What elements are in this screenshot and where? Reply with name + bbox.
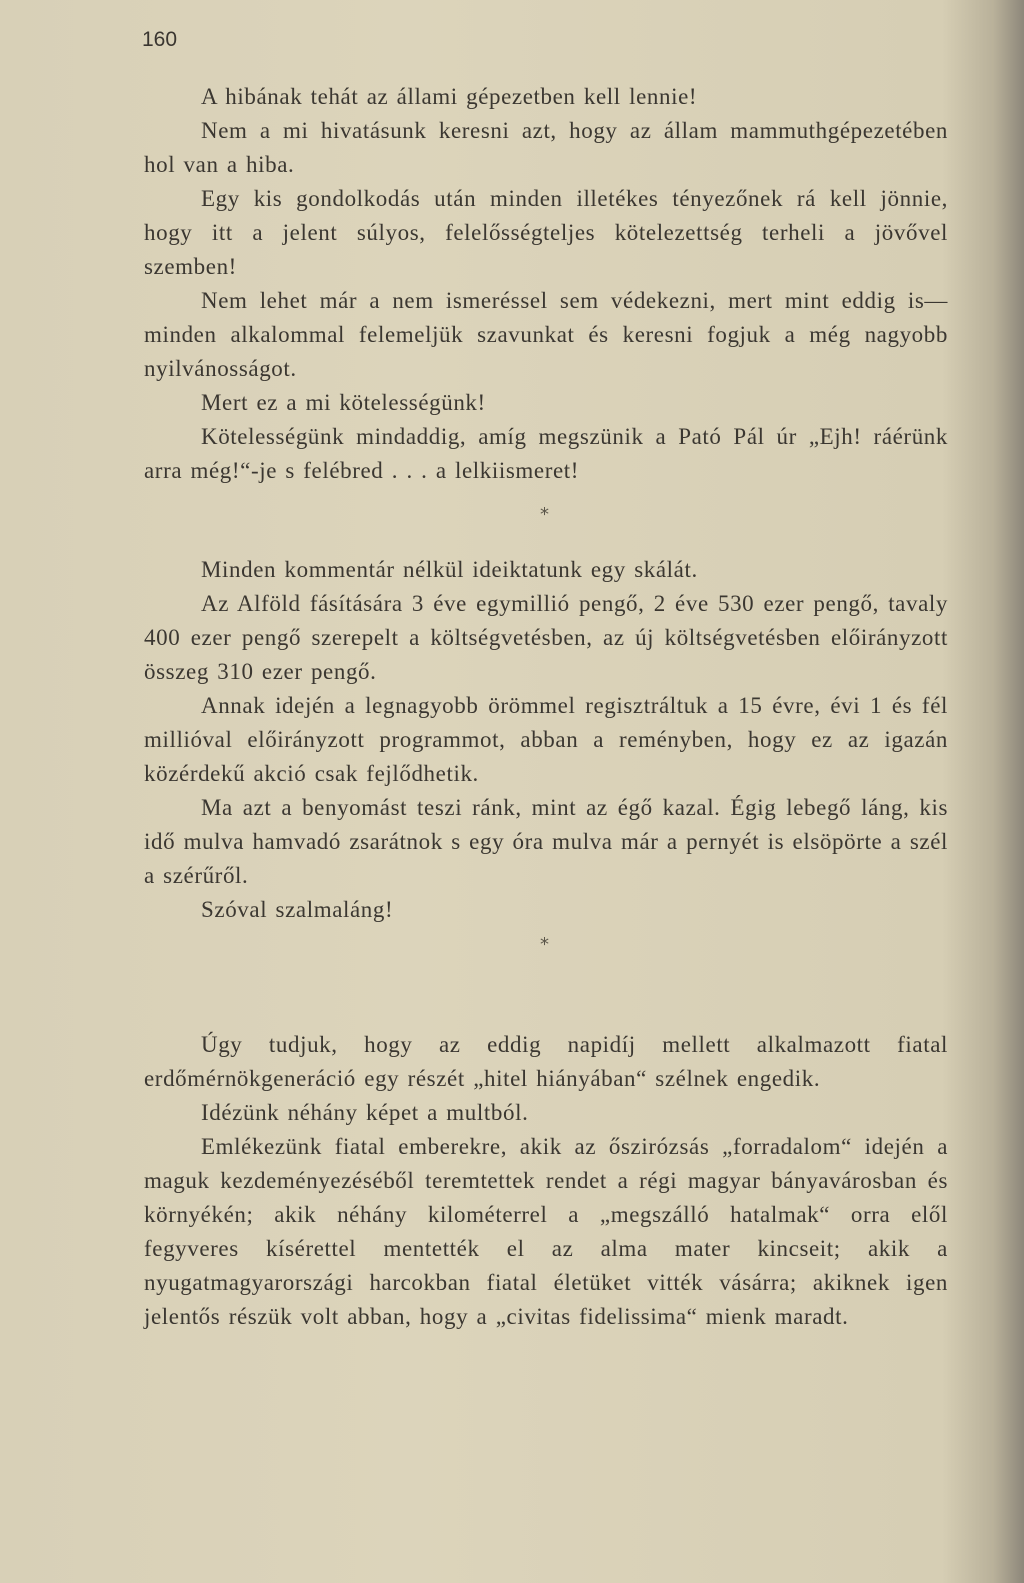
paragraph: Kötelességünk mindaddig, amíg megszünik a Pató Pál úr „Ejh! ráérünk arra még!“-je s felébred . . . a lelkiismeret! <box>144 424 948 483</box>
paragraph: Az Alföld fásítására 3 éve egymillió pengő, 2 éve 530 ezer pengő, tavaly 400 ezer pengő szerepelt a költségvetésben, az új költségvetésben előirányzott összeg 310 ezer pengő. <box>144 591 948 684</box>
paragraph: Nem lehet már a nem ismeréssel sem védekezni, mert mint eddig is— minden alkalommal felemeljük szavunkat és keresni fogjuk a még nagyobb nyilvánosságot. <box>144 288 948 381</box>
paragraph: Nem a mi hivatásunk keresni azt, hogy az állam mammuthgépezetében hol van a hiba. <box>144 118 948 177</box>
paragraph: Minden kommentár nélkül ideiktatunk egy skálát. <box>201 557 698 582</box>
paragraph: Annak idején a legnagyobb örömmel regisztráltuk a 15 évre, évi 1 és fél millióval előirányzott programmot, abban a reményben, hogy ez az igazán közérdekű akció csak fejlődhetik. <box>144 693 948 786</box>
page-number: 160 <box>142 28 178 51</box>
paragraph: Szóval szalmaláng! <box>201 897 394 922</box>
paragraph: Idézünk néhány képet a multból. <box>201 1100 529 1125</box>
paragraph: Úgy tudjuk, hogy az eddig napidíj mellett alkalmazott fiatal erdőmérnökgeneráció egy részét „hitel hiányában“ szélnek engedik. <box>144 1032 948 1091</box>
section-separator: * <box>540 934 549 955</box>
text-section-3 <box>144 1028 948 1334</box>
section-separator: * <box>540 504 549 525</box>
paragraph: A hibának tehát az állami gépezetben kell lennie! <box>201 84 698 109</box>
text-section-2 <box>144 553 948 927</box>
paragraph: Ma azt a benyomást teszi ránk, mint az égő kazal. Égig lebegő láng, kis idő mulva hamvadó zsarátnok s egy óra mulva már a pernyét is elsöpörte a szél a szérűről. <box>144 795 948 888</box>
text-section-1 <box>144 80 948 488</box>
paragraph: Egy kis gondolkodás után minden illetékes tényezőnek rá kell jönnie, hogy itt a jelent súlyos, felelősségteljes kötelezettség terheli a jövővel szemben! <box>144 186 948 279</box>
paragraph: Mert ez a mi kötelességünk! <box>201 390 486 415</box>
paragraph: Emlékezünk fiatal emberekre, akik az őszirózsás „forradalom“ idején a maguk kezdeményezéséből teremtettek rendet a régi magyar bányavárosban és környékén; akik néhány kilométerrel a „megszálló hatalmak“ orra elől fegyveres kísérettel mentették el az alma mater kincseit; akik a nyugatmagyarországi harcokban fiatal életüket vitték vásárra; akiknek igen jelentős részük volt abban, hogy a „civitas fidelissima“ mienk maradt. <box>144 1134 948 1329</box>
